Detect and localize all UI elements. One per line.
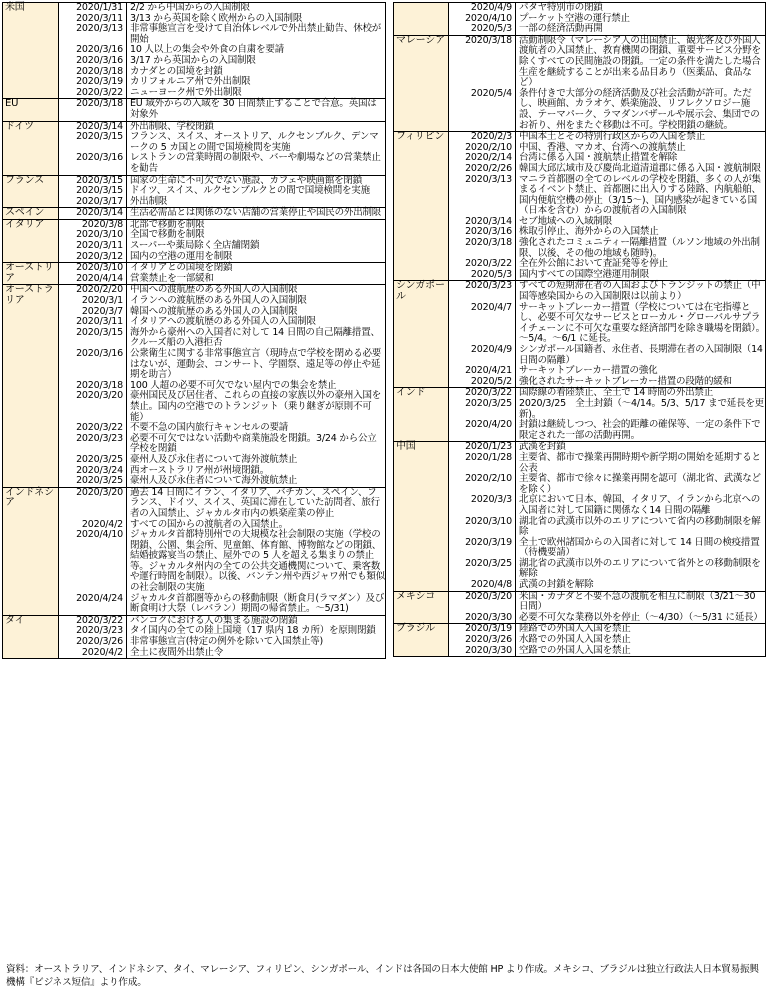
date-entry: 2020/3/15 <box>76 174 123 186</box>
measure-entry: カナダとの国境を封鎖 <box>130 65 223 77</box>
measure-entry: 韓国大邱広域市及び慶尚北道清道郡に係る入国・渡航制限 <box>519 162 761 174</box>
date-cell <box>59 219 127 262</box>
country-cell: EU <box>3 99 59 121</box>
country-group-row <box>3 285 386 487</box>
date-entry: 2020/3/16 <box>76 44 123 56</box>
date-cell <box>449 624 516 657</box>
country-cell: フィリピン <box>394 132 449 281</box>
measure-entry: イランへの渡航歴のある外国人の入国制限 <box>130 295 307 307</box>
country-group-row <box>394 591 766 624</box>
date-cell <box>449 442 516 591</box>
measure-entry: 湖北省の武漢市以外のエリアについて省内の移動制限を解除 <box>519 515 761 538</box>
measure-entry: 韓国への渡航歴のある外国人の入国制限 <box>130 305 298 317</box>
date-entry: 2020/3/19 <box>465 536 512 548</box>
country-group-row <box>394 3 766 36</box>
measure-entry: スーパーや薬局除く全店舗閉鎖 <box>130 240 260 252</box>
measure-entry: 非常事態宣言(特定の例外を除いて入国禁止等) <box>130 636 324 648</box>
country-cell: 米国 <box>3 3 59 99</box>
measure-entry: 全国で移動を制限 <box>130 229 205 241</box>
date-entry: 2020/2/14 <box>465 152 512 164</box>
measure-entry: 必要不可欠な業務以外を停止（～4/30）（～5/31 に延長） <box>519 611 763 623</box>
date-entry: 2020/3/13 <box>465 173 512 185</box>
date-entry: 2020/3/25 <box>465 557 512 569</box>
measure-entry: 非常事態宣言を受けて自治体レベルで外出禁止勧告、休校が開始 <box>130 23 382 45</box>
date-entry: 2020/3/23 <box>76 625 123 637</box>
date-entry: 2020/3/10 <box>76 229 123 241</box>
measure-cell <box>127 285 386 487</box>
date-entry: 2020/3/8 <box>81 218 123 230</box>
measure-entry: 国家の生命に不可欠でない施設、カフェや映画館を閉鎖 <box>130 174 363 186</box>
date-cell <box>59 487 127 615</box>
date-entry: 2020/3/14 <box>76 207 123 219</box>
date-entry: 2020/3/22 <box>76 86 123 98</box>
date-entry: 2020/3/16 <box>76 54 123 66</box>
measures-table-left <box>2 2 386 659</box>
country-group-row <box>3 615 386 658</box>
country-group-row <box>3 175 386 208</box>
date-entry: 2020/2/10 <box>465 473 512 485</box>
measure-entry: サーキットブレーカー措置（学校については在宅指導とし、必要不可欠なサービスとローカル・グローバルサプライチェーンに不可欠な重要な経済部門を除き職場を閉鎖）。～5/4。～6/1 に延長。 <box>519 301 765 345</box>
country-cell: メキシコ <box>394 591 449 624</box>
date-entry: 2020/4/14 <box>76 272 123 284</box>
measure-cell <box>516 281 766 388</box>
date-entry: 2020/4/24 <box>76 592 123 604</box>
date-cell <box>449 132 516 281</box>
date-cell <box>59 208 127 220</box>
date-entry: 2020/1/23 <box>465 441 512 453</box>
date-entry: 2020/4/9 <box>470 2 512 13</box>
measure-entry: 主要省、都市で徐々に操業再開を認可（湖北省、武漢などを除く） <box>519 473 761 495</box>
measure-entry: ジャカルタ首都圏等からの移動制限（断食月(ラマダン）及び断食明け大祭（レバラン）期間の帰省禁止。～5/31) <box>130 592 385 615</box>
date-entry: 2020/3/15 <box>76 326 123 338</box>
country-group-row <box>394 281 766 388</box>
date-entry: 2020/3/10 <box>76 262 123 274</box>
date-entry: 2020/4/21 <box>465 365 512 377</box>
measure-entry: 国内すべての国際空港運用制限 <box>519 268 650 280</box>
date-cell <box>449 591 516 624</box>
date-entry: 2020/1/31 <box>76 2 123 13</box>
date-entry: 2020/3/19 <box>465 623 512 635</box>
country-cell: シンガポール <box>394 281 449 388</box>
measure-entry: 北京において日本、韓国、イタリア、イランから北京への入国者に対して国籍に関係なく14 日間の隔離 <box>519 494 761 516</box>
measure-cell <box>127 487 386 615</box>
country-cell: インド <box>394 388 449 442</box>
measure-entry: 陸路での外国人入国を禁止 <box>519 623 631 635</box>
date-entry: 2020/3/14 <box>76 120 123 132</box>
measure-entry: 全土に夜間外出禁止令 <box>130 646 224 658</box>
country-cell: スペイン <box>3 208 59 220</box>
measure-entry: 株取引停止、海外からの入国禁止 <box>519 226 659 238</box>
date-entry: 2020/3/12 <box>76 250 123 262</box>
measure-entry: 2020/3/25 全土封鎖（～4/14。5/3、5/17 まで延長を更新)。 <box>519 397 764 420</box>
date-entry: 2020/2/3 <box>470 131 512 143</box>
country-cell: オーストリア <box>3 263 59 285</box>
date-entry: 2020/5/2 <box>470 375 512 387</box>
date-entry: 2020/4/8 <box>470 579 512 591</box>
measure-cell <box>127 263 386 285</box>
date-entry: 2020/4/9 <box>470 344 512 355</box>
date-entry: 2020/4/10 <box>76 529 123 541</box>
date-entry: 2020/3/10 <box>465 515 512 527</box>
measure-cell <box>516 591 766 624</box>
date-entry: 2020/2/10 <box>465 141 512 153</box>
date-entry: 2020/3/30 <box>465 644 512 656</box>
date-entry: 2020/3/25 <box>76 475 123 487</box>
measure-entry: 強化されたコミュニティー隔離措置（ルソン地域の外出制限、以後、その他の地域も随時)。 <box>519 237 760 259</box>
measure-entry: 公衆衛生に関する非常事態宣言（現時点で学校を閉める必要はないが、運動会、コンサート、学園祭、遠足等の停止や延期を助言） <box>130 348 382 381</box>
country-cell: フランス <box>3 175 59 208</box>
date-entry: 2020/3/30 <box>465 611 512 623</box>
measure-entry: 国内の空港の運用を制限 <box>130 250 233 262</box>
measure-cell <box>516 388 766 442</box>
country-group-row <box>394 132 766 281</box>
date-entry: 2020/3/22 <box>76 422 123 434</box>
date-cell <box>59 175 127 208</box>
date-cell <box>59 263 127 285</box>
country-group-row <box>3 99 386 121</box>
measure-entry: 一部の経済活動再開 <box>519 23 603 35</box>
date-entry: 2020/3/24 <box>76 464 123 476</box>
date-entry: 2020/3/20 <box>465 590 512 602</box>
country-group-row <box>3 121 386 175</box>
date-entry: 2020/3/25 <box>465 397 512 409</box>
measure-entry: EU 域外からの入域を 30 日間禁止することで合意。英国は対象外 <box>130 98 377 120</box>
measure-entry: タイ国内の全ての陸上国境（17 県内 18 カ所）を原則閉鎖 <box>130 625 376 637</box>
measure-entry: カリフォルニア州で外出制限 <box>130 76 251 88</box>
measure-entry: フランス、スイス、オーストリア、ルクセンブルク、デンマークの 5 カ国との間で国境検問を実施 <box>130 131 379 153</box>
date-cell <box>59 615 127 658</box>
measure-cell <box>127 208 386 220</box>
date-cell <box>59 121 127 175</box>
measure-entry: 2/2 から中国からの入国制限 <box>130 2 250 13</box>
date-entry: 2020/3/23 <box>76 432 123 444</box>
measure-entry: マニラ首都圏の全てのレベルの学校を閉鎖、多くの人が集まるイベント禁止、首都圏に出入りする陸路、内航船舶、国内便航空機の停止（3/15～)、国内感染が起きている国（日本を含む）からの渡航者の入国制限 <box>519 173 761 217</box>
date-entry: 2020/5/3 <box>470 268 512 280</box>
measure-cell <box>516 3 766 36</box>
measure-entry: イタリアとの国境を閉鎖 <box>130 262 233 274</box>
measure-entry: すべての短期滞在者の入国およびトランジットの禁止（中国等感染国からの入国制限は以前より） <box>519 280 761 303</box>
date-entry: 2020/3/18 <box>465 34 512 46</box>
measure-entry: パタヤ特別市の閉鎖 <box>519 2 603 13</box>
date-cell <box>449 281 516 388</box>
date-entry: 2020/3/11 <box>76 240 123 252</box>
date-entry: 2020/3/15 <box>76 185 123 197</box>
measure-entry: 封鎖は継続しつつ、社会的距離の確保等、一定の条件下で限定された一部の活動再開。 <box>519 419 761 441</box>
measure-entry: バンコクにおける人の集まる施設の閉鎖 <box>130 614 298 626</box>
measure-entry: 必要不可欠ではない活動や商業施設を閉鎖。3/24 から公立学校を閉鎖 <box>130 432 377 455</box>
measure-cell <box>516 132 766 281</box>
measure-entry: 中国への渡航歴のある外国人の入国制限 <box>130 284 298 296</box>
measure-cell <box>127 99 386 121</box>
date-entry: 2020/2/26 <box>465 162 512 174</box>
measure-cell <box>127 219 386 262</box>
date-entry: 2020/3/26 <box>76 636 123 648</box>
date-entry: 2020/2/20 <box>76 284 123 296</box>
measure-entry: 空路での外国人入国を禁止 <box>519 644 631 656</box>
measure-cell <box>127 175 386 208</box>
country-cell: インドネシア <box>3 487 59 615</box>
date-entry: 2020/4/7 <box>470 301 512 313</box>
date-cell <box>59 3 127 99</box>
country-group-row <box>3 3 386 99</box>
measure-cell <box>127 3 386 99</box>
measure-entry: ニューヨーク州で外出制限 <box>130 86 242 98</box>
country-group-row <box>3 208 386 220</box>
country-cell: タイ <box>3 615 59 658</box>
date-entry: 2020/3/7 <box>81 305 123 317</box>
country-cell: オーストラリア <box>3 285 59 487</box>
measure-entry: 活動制限令（マレーシア人の出国禁止、観光客及び外国人渡航者の入国禁止、教育機関の閉鎖、重要サービス分野を除くすべての民間施設の閉鎖。一定の条件を満たした場合生産を継続することが出来る品目あり（医薬品、食品など） <box>519 34 761 89</box>
country-cell: 中国 <box>394 442 449 591</box>
date-entry: 2020/3/22 <box>76 614 123 626</box>
measure-entry: 外出制限、学校閉鎖 <box>130 120 214 132</box>
date-entry: 2020/3/16 <box>465 226 512 238</box>
measure-entry: 全土で欧州諸国からの入国者に対して 14 日間の検疫措置（待機要請） <box>519 536 760 559</box>
measure-entry: 米国・カナダと不要不急の渡航を相互に制限（3/21～30 日間） <box>519 590 756 613</box>
measure-entry: 3/17 から英国からの入国制限 <box>130 54 256 66</box>
measure-cell <box>127 615 386 658</box>
measure-entry: 北部で移動を制限 <box>130 218 205 230</box>
country-group-row <box>3 219 386 262</box>
measure-entry: 生活必需品とは関係のない店舗の営業停止や国民の外出制限 <box>130 207 382 219</box>
measure-entry: 中国本土とその特別行政区からの入国を禁止 <box>519 131 706 143</box>
country-cell: マレーシア <box>394 35 449 131</box>
date-entry: 2020/3/23 <box>465 280 512 292</box>
measure-entry: 豪州人及び永住者について海外渡航禁止 <box>130 453 298 465</box>
measure-entry: 営業禁止を一部緩和 <box>130 272 214 284</box>
date-entry: 2020/3/18 <box>76 379 123 391</box>
measure-entry: 外出制限 <box>130 195 168 207</box>
date-cell <box>59 285 127 487</box>
country-cell: ドイツ <box>3 121 59 175</box>
measure-entry: 全在外公館において査証発等を停止 <box>519 258 668 270</box>
date-entry: 2020/3/26 <box>465 634 512 646</box>
measure-entry: 水路での外国人入国を禁止 <box>519 634 631 646</box>
measure-entry: 不要不急の国内旅行キャンセルの要請 <box>130 422 289 434</box>
measure-entry: 国際線の着陸禁止、全土で 14 時間の外出禁止 <box>519 387 714 399</box>
measure-entry: 西オーストラリア州が州境閉鎖。 <box>130 464 270 476</box>
measure-entry: 海外から豪州への入国者に対して 14 日間の自己隔離措置、クルーズ船の入港拒否 <box>130 326 380 349</box>
measure-entry: すべての国からの渡航者の入国禁止。 <box>130 518 288 530</box>
measure-entry: シンガポール国籍者、永住者、長期滞在者の入国制限（14 日間の隔離） <box>519 344 763 366</box>
date-entry: 2020/3/14 <box>465 215 512 227</box>
date-entry: 2020/4/2 <box>81 646 123 658</box>
measure-entry: セブ地域への入域制限 <box>519 215 613 227</box>
measure-cell <box>516 35 766 131</box>
measure-entry: 過去 14 日間にイラン、イタリア、バチカン、スペイン、フランス、ドイツ、スイス、英国に滞在していた訪問者、旅行者の入国禁止、ジャカルタ市内の娯楽産業の停止 <box>130 486 380 519</box>
date-entry: 2020/3/18 <box>465 237 512 249</box>
date-entry: 2020/3/13 <box>76 23 123 35</box>
measure-entry: レストランの営業時間の制限や、バーや劇場などの営業禁止を勧告 <box>130 152 381 174</box>
date-entry: 2020/3/11 <box>76 12 123 24</box>
date-entry: 2020/3/18 <box>76 65 123 77</box>
date-cell <box>449 3 516 36</box>
date-entry: 2020/4/20 <box>465 419 512 431</box>
measure-entry: 3/13 から英国を除く欧州からの入国制限 <box>130 12 303 24</box>
date-entry: 2020/3/16 <box>76 348 123 359</box>
measure-entry: 台湾に係る入国・渡航禁止措置を解除 <box>519 152 678 164</box>
measure-entry: ドイツ、スイス、ルクセンブルクとの間で国境検問を実施 <box>130 185 370 197</box>
date-cell <box>59 99 127 121</box>
date-entry: 2020/3/22 <box>465 258 512 270</box>
country-group-row <box>394 388 766 442</box>
country-group-row <box>3 263 386 285</box>
measure-entry: イタリアへの渡航歴のある外国人の入国制限 <box>130 316 316 328</box>
date-entry: 2020/3/20 <box>76 390 123 402</box>
date-entry: 2020/3/19 <box>76 76 123 88</box>
measure-entry: 豪州国民及び居住者、これらの直接の家族以外の豪州入国を禁止。国内の空港でのトランジット（乗り継ぎが原則不可能） <box>130 390 382 423</box>
measure-entry: 武漢を封鎖 <box>519 441 566 453</box>
measure-entry: 強化されたサーキットブレーカー措置の段階的緩和 <box>519 375 732 387</box>
date-entry: 2020/3/11 <box>76 316 123 328</box>
date-entry: 2020/3/18 <box>76 98 123 110</box>
date-entry: 2020/3/17 <box>76 195 123 207</box>
country-group-row <box>394 442 766 591</box>
left-table-column <box>2 2 386 659</box>
country-cell: イタリア <box>3 219 59 262</box>
date-cell <box>449 35 516 131</box>
measure-entry: ジャカルタ首都特別州での大規模な社会制限の実施（学校の閉鎖、公園、集会所、児童館、体育館、博物館などの閉鎖、結婚披露宴当の禁止、屋外での 5 人を超える集まりの禁止等。ジャカルタ州内の全ての公共交通機関について、乗客数や運行時間を制限）。以後、バンテン州や西ジャワ州でも類似の社会制限の実施 <box>130 529 385 594</box>
date-entry: 2020/5/4 <box>470 87 512 99</box>
measure-entry: 武漢の封鎖を解除 <box>519 579 594 591</box>
measure-entry: 湖北省の武漢市以外のエリアについて省外との移動制限を解除 <box>519 557 761 580</box>
country-cell <box>394 3 449 36</box>
date-entry: 2020/4/10 <box>465 12 512 24</box>
measure-entry: 主要省、都市で操業再開時期や新学期の開始を延期すると公表 <box>519 451 761 474</box>
measure-entry: 10 人以上の集会や外食の自粛を要請 <box>130 44 285 56</box>
right-table-column <box>393 2 766 657</box>
measure-entry: 100 人超の必要不可欠でない屋内での集会を禁止 <box>130 379 337 391</box>
date-entry: 2020/3/1 <box>81 295 123 307</box>
measure-entry: サーキットブレーカー措置の強化 <box>519 365 658 377</box>
measure-entry: 豪州人及び永住者について海外渡航禁止 <box>130 475 298 487</box>
date-entry: 2020/5/3 <box>470 23 512 35</box>
measure-entry: 条件付きで大部分の経済活動及び社会活動が許可。ただし、映画館、カラオケ、娯楽施設、リフレクソロジー施設、テーマパーク、ラマダンバザールや展示会、集団でのお祈り、州をまたぐ移動は不可。学校閉鎖の継続。 <box>519 87 760 131</box>
date-entry: 2020/3/3 <box>470 494 512 506</box>
measures-table-right <box>393 2 766 657</box>
date-entry: 2020/1/28 <box>465 451 512 463</box>
country-group-row <box>394 624 766 657</box>
measure-cell <box>127 121 386 175</box>
measure-cell <box>516 442 766 591</box>
country-group-row <box>3 487 386 615</box>
measure-entry: プーケット空港の運行禁止 <box>519 12 630 24</box>
date-entry: 2020/3/15 <box>76 131 123 143</box>
country-cell: ブラジル <box>394 624 449 657</box>
date-entry: 2020/3/25 <box>76 453 123 465</box>
date-entry: 2020/3/20 <box>76 486 123 498</box>
date-entry: 2020/4/2 <box>81 518 123 530</box>
measure-cell <box>516 624 766 657</box>
source-note: 資料：オーストラリア、インドネシア、タイ、マレーシア、フィリピン、シンガポール、インドは各国の日本大使館 HP より作成。メキシコ、ブラジルは独立行政法人日本貿易振興機構『ビジネス短信』より作成。 <box>6 964 759 988</box>
measure-entry: 中国、香港、マカオ、台湾への渡航禁止 <box>519 141 686 153</box>
date-entry: 2020/3/16 <box>76 152 123 164</box>
date-cell <box>449 388 516 442</box>
date-entry: 2020/3/22 <box>465 387 512 399</box>
country-group-row <box>394 35 766 131</box>
